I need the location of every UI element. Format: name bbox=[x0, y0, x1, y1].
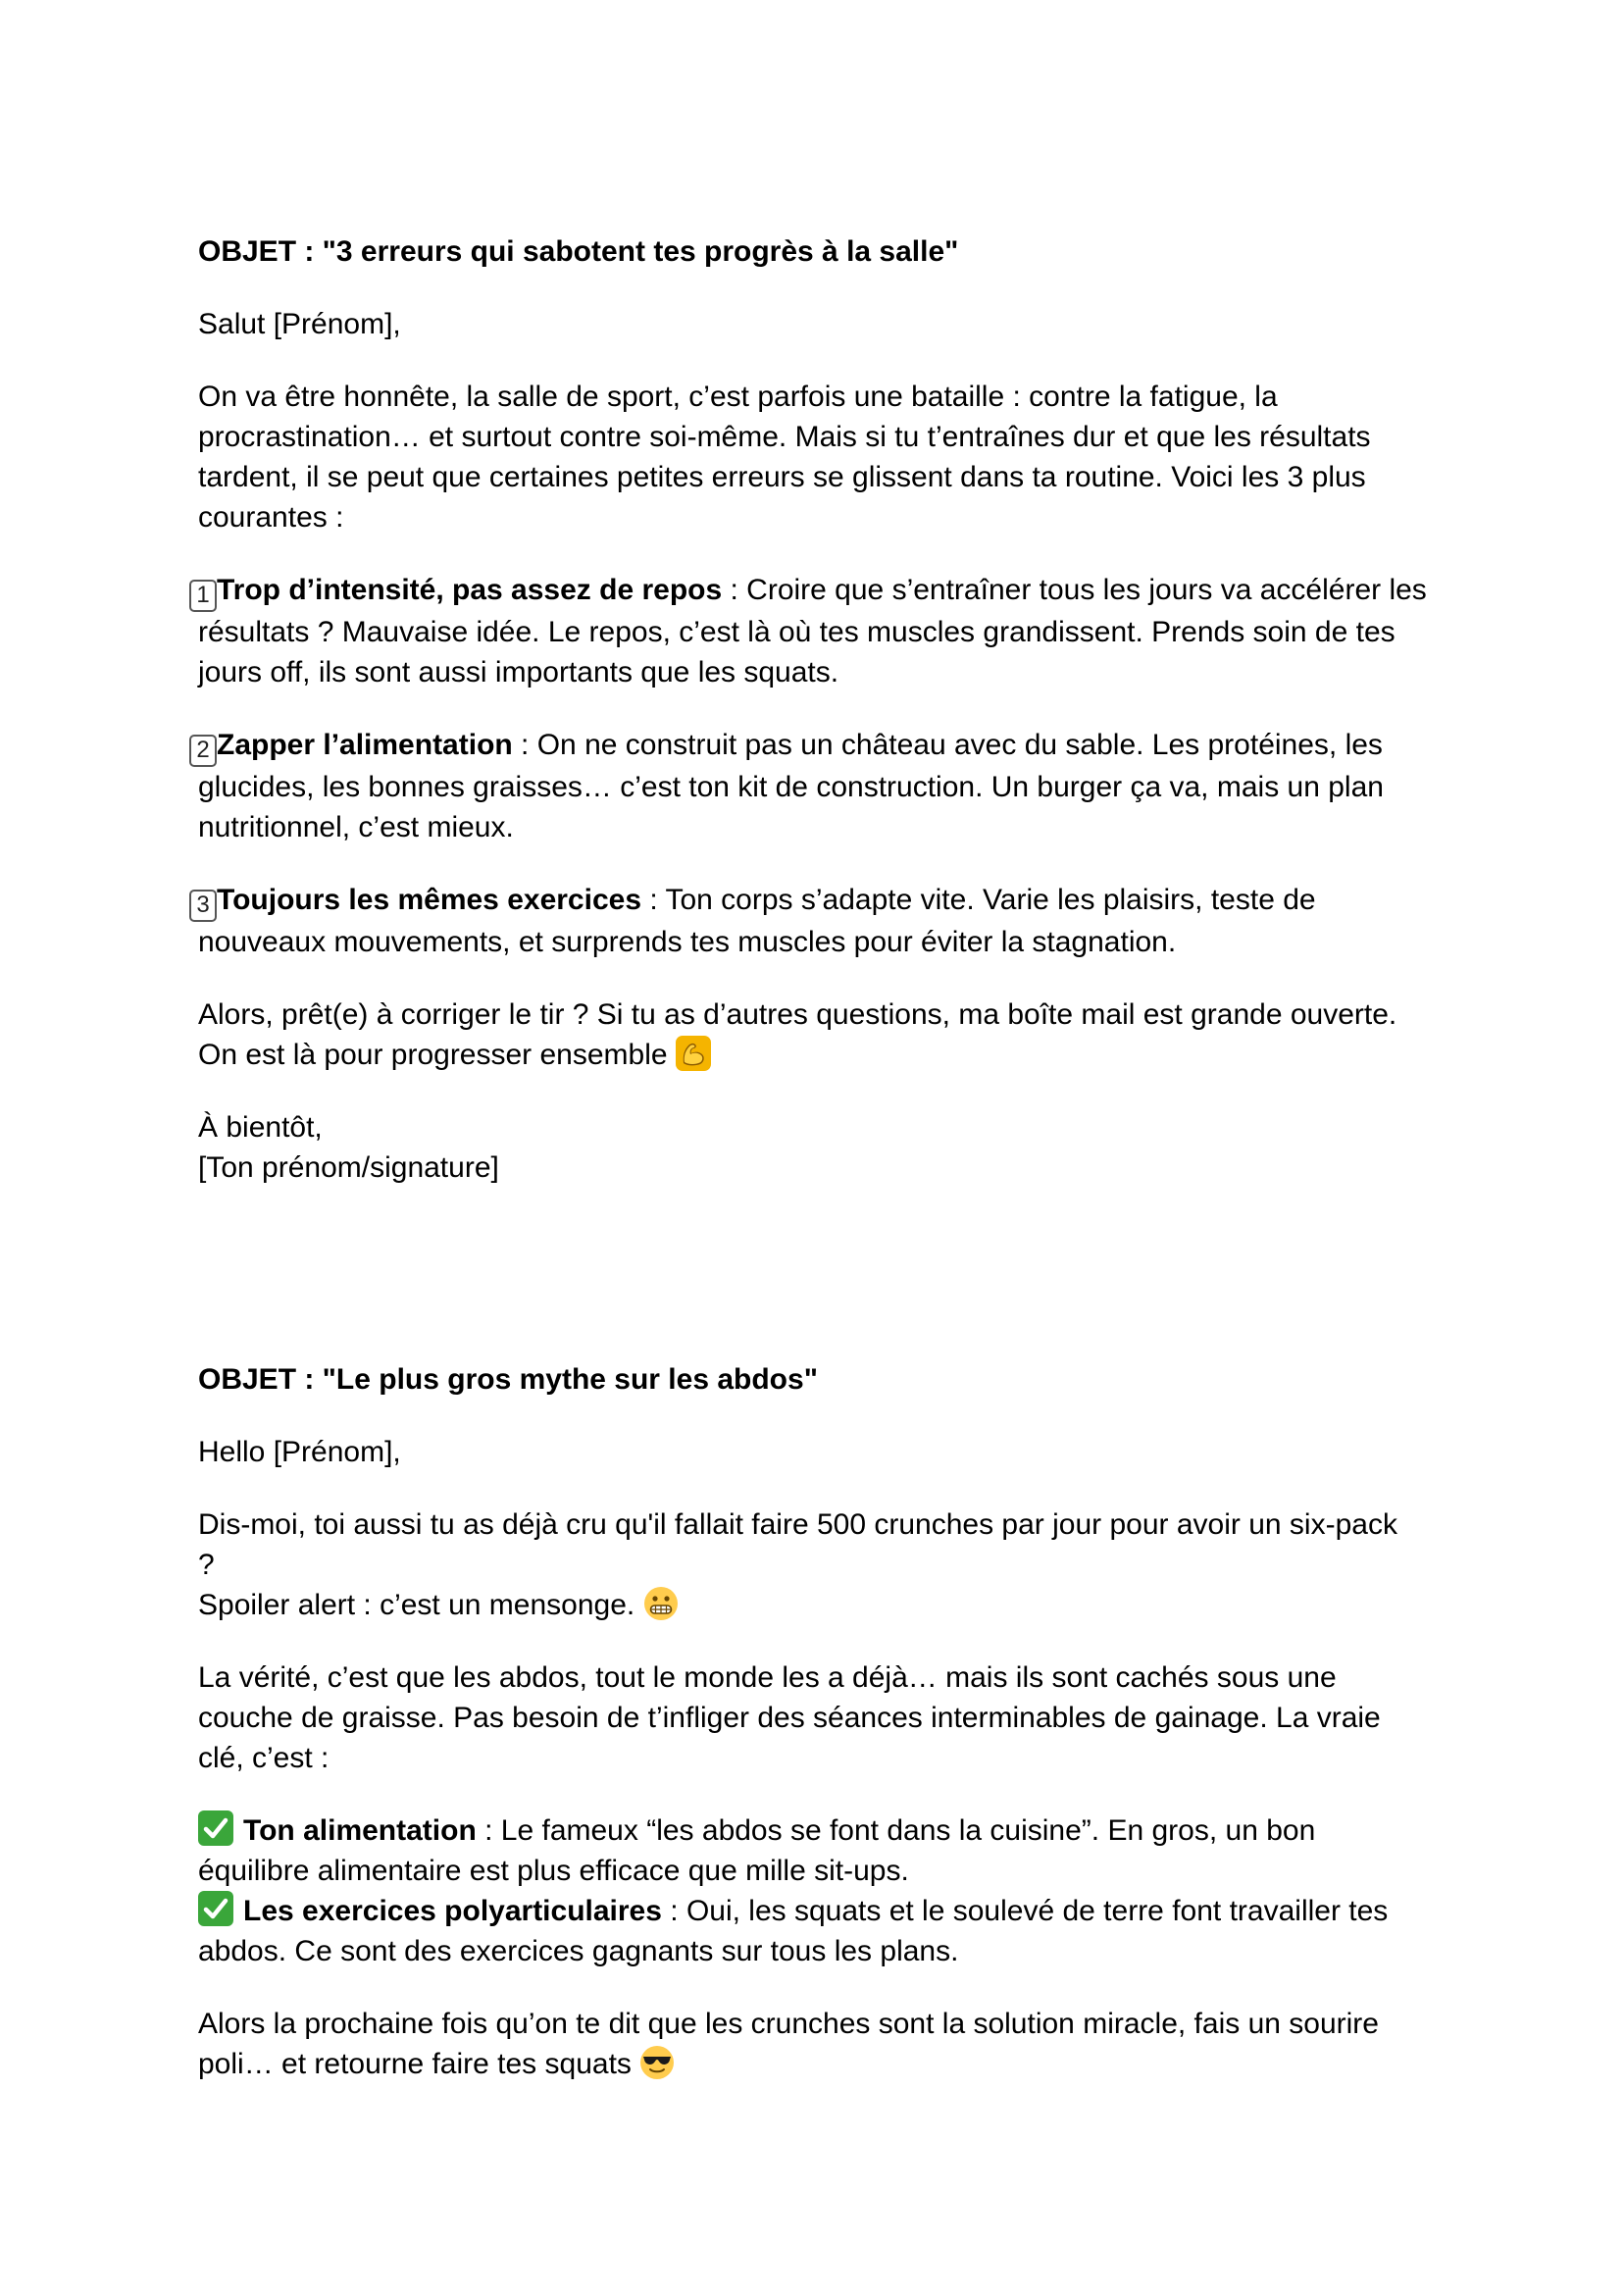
email2-conclusion bbox=[198, 2004, 1434, 2084]
email1-signoff-line2: [Ton prénom/signature] bbox=[198, 1151, 499, 1184]
email1-item-3-title: Toujours les mêmes exercices bbox=[217, 884, 642, 916]
email1-signoff bbox=[198, 1107, 1434, 1188]
email1-item-1-text: : Croire que s’entraîner tous les jours va accélérer les résultats ? Mauvaise idée. Le repos, c’est là où tes muscles grandissent. Prends soin de tes jours off, ils sont aussi importants que les squats. bbox=[198, 574, 1427, 688]
email1-item-2-text: : On ne construit pas un château avec du sable. Les protéines, les glucides, les bonnes graisses… c’est ton kit de construction. Un burger ça va, mais un plan nutritionnel, c’est mieux. bbox=[198, 729, 1384, 843]
email2-check-1-title: Ton alimentation bbox=[243, 1814, 477, 1847]
email1-item-2 bbox=[198, 725, 1434, 847]
email1-intro: On va être honnête, la salle de sport, c’est parfois une bataille : contre la fatigue, la procrastination… et surtout contre soi-même. Mais si tu t’entraînes dur et que les résultats tardent, il se peut que certaines petites erreurs se glissent dans ta routine. Voici les 3 plus courantes : bbox=[198, 381, 1371, 534]
email2-greeting: Hello [Prénom], bbox=[198, 1436, 401, 1468]
email2-spoiler: Spoiler alert : c’est un mensonge. bbox=[198, 1589, 643, 1621]
email2-conclusion-text: Alors la prochaine fois qu’on te dit que les crunches sont la solution miracle, fais un sourire poli… et retourne faire tes squats bbox=[198, 2008, 1379, 2080]
email2-question-line1: Dis-moi, toi aussi tu as déjà cru qu'il fallait faire 500 crunches par jour pour avoir un six-pack bbox=[198, 1508, 1397, 1541]
email1-item-2-title: Zapper l’alimentation bbox=[217, 729, 513, 761]
email1-closing bbox=[198, 994, 1434, 1075]
email-separator-space bbox=[198, 1220, 1434, 1359]
email1-item-1 bbox=[198, 570, 1434, 692]
email2-question-line2: ? bbox=[198, 1549, 215, 1581]
email1-signoff-line1: À bientôt, bbox=[198, 1111, 323, 1144]
email2-check-1-text: : Le fameux “les abdos se font dans la cuisine”. En gros, un bon équilibre alimentaire est plus efficace que mille sit-ups. bbox=[198, 1814, 1316, 1887]
email1-item-3-text: : Ton corps s’adapte vite. Varie les plaisirs, teste de nouveaux mouvements, et surprends tes muscles pour éviter la stagnation. bbox=[198, 884, 1316, 958]
check-mark-icon bbox=[198, 1810, 233, 1846]
email1-closing-line2: On est là pour progresser ensemble bbox=[198, 1039, 676, 1071]
email1-item-3 bbox=[198, 880, 1434, 962]
email2-truth: La vérité, c’est que les abdos, tout le monde les a déjà… mais ils sont cachés sous une couche de graisse. Pas besoin de t’infliger des séances interminables de gainage. La vraie clé, c’est : bbox=[198, 1661, 1381, 1774]
email2-check-2-text: : Oui, les squats et le soulevé de terre font travailler tes abdos. Ce sont des exercices gagnants sur tous les plans. bbox=[198, 1895, 1389, 1967]
keycap-3-icon: 3 bbox=[189, 890, 217, 922]
grimacing-face-icon bbox=[643, 1586, 679, 1621]
email2-checks bbox=[198, 1810, 1434, 1971]
email2-check-2-title: Les exercices polyarticulaires bbox=[243, 1895, 662, 1927]
email1-greeting: Salut [Prénom], bbox=[198, 308, 401, 340]
email2-subject: OBJET : "Le plus gros mythe sur les abdos" bbox=[198, 1363, 818, 1396]
email1-item-1-title: Trop d’intensité, pas assez de repos bbox=[217, 574, 723, 606]
email2-question bbox=[198, 1504, 1434, 1625]
document-page bbox=[198, 231, 1434, 2116]
email1-subject: OBJET : "3 erreurs qui sabotent tes progrès à la salle" bbox=[198, 235, 959, 268]
flexed-biceps-icon bbox=[676, 1036, 711, 1071]
sunglasses-face-icon bbox=[639, 2045, 675, 2080]
keycap-1-icon: 1 bbox=[189, 580, 217, 612]
keycap-2-icon: 2 bbox=[189, 735, 217, 767]
check-mark-icon bbox=[198, 1891, 233, 1926]
email1-closing-line1: Alors, prêt(e) à corriger le tir ? Si tu as d’autres questions, ma boîte mail est grande ouverte. bbox=[198, 998, 1397, 1031]
